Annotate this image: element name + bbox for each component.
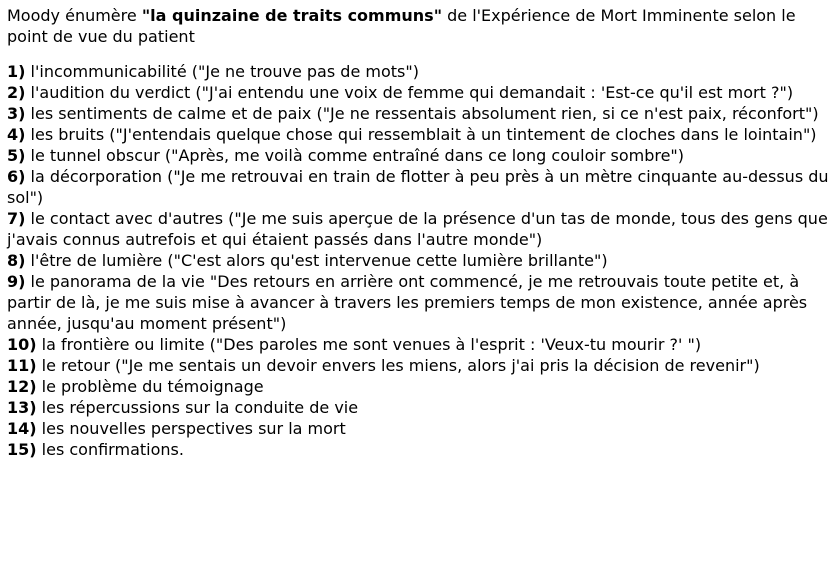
- item-number: 4): [7, 125, 26, 144]
- item-number: 1): [7, 62, 26, 81]
- item-number: 5): [7, 146, 26, 165]
- intro-emphasis: "la quinzaine de traits communs": [141, 6, 443, 25]
- item-text: le retour ("Je me sentais un devoir envers les miens, alors j'ai pris la décision de revenir"): [36, 356, 760, 375]
- item-number: 8): [7, 251, 26, 270]
- item-number: 13): [7, 398, 37, 417]
- list-item-5: [7, 145, 831, 166]
- item-number: 10): [7, 335, 37, 354]
- list-item-4: [7, 124, 831, 145]
- list-item-7: [7, 208, 831, 250]
- intro-paragraph: [7, 5, 831, 47]
- item-text: la frontière ou limite ("Des paroles me sont venues à l'esprit : 'Veux-tu mourir ?' "): [36, 335, 702, 354]
- item-text: l'audition du verdict ("J'ai entendu une voix de femme qui demandait : 'Est-ce qu'il est mort ?"): [25, 83, 794, 102]
- list-item-9: [7, 271, 831, 334]
- list-item-8: [7, 250, 831, 271]
- item-number: 6): [7, 167, 26, 186]
- item-text: le contact avec d'autres ("Je me suis aperçue de la présence d'un tas de monde, tous des gens que j'avais connus autrefois et qui étaient passés dans l'autre monde"): [7, 209, 828, 249]
- item-number: 11): [7, 356, 37, 375]
- list-item-11: [7, 355, 831, 376]
- item-text: les sentiments de calme et de paix ("Je ne ressentais absolument rien, si ce n'est paix, réconfort"): [25, 104, 819, 123]
- intro-text-after: de l'Expérience de Mort Imminente selon le point de vue du patient: [7, 6, 796, 46]
- intro-text-before: Moody énumère: [7, 6, 142, 25]
- item-text: l'être de lumière ("C'est alors qu'est intervenue cette lumière brillante"): [25, 251, 608, 270]
- item-number: 14): [7, 419, 37, 438]
- item-text: les confirmations.: [36, 440, 184, 459]
- list-item-14: [7, 418, 831, 439]
- list-item-6: [7, 166, 831, 208]
- item-number: 2): [7, 83, 26, 102]
- item-text: les bruits ("J'entendais quelque chose qui ressemblait à un tintement de cloches dans le lointain"): [25, 125, 817, 144]
- item-text: la décorporation ("Je me retrouvai en train de flotter à peu près à un mètre cinquante au-dessus du sol"): [7, 167, 829, 207]
- list-item-2: [7, 82, 831, 103]
- item-text: le tunnel obscur ("Après, me voilà comme entraîné dans ce long couloir sombre"): [25, 146, 685, 165]
- item-number: 3): [7, 104, 26, 123]
- list-item-15: [7, 439, 831, 460]
- item-text: le problème du témoignage: [36, 377, 264, 396]
- list-item-12: [7, 376, 831, 397]
- item-text: le panorama de la vie "Des retours en arrière ont commencé, je me retrouvais toute petite et, à partir de là, je me suis mise à avancer à travers les premiers temps de mon existence, année après année, jusqu'au moment présent"): [7, 272, 808, 333]
- item-text: l'incommunicabilité ("Je ne trouve pas de mots"): [25, 62, 419, 81]
- item-text: les nouvelles perspectives sur la mort: [36, 419, 346, 438]
- item-number: 15): [7, 440, 37, 459]
- item-number: 12): [7, 377, 37, 396]
- list-item-10: [7, 334, 831, 355]
- item-text: les répercussions sur la conduite de vie: [36, 398, 359, 417]
- item-number: 9): [7, 272, 26, 291]
- item-number: 7): [7, 209, 26, 228]
- list-item-1: [7, 61, 831, 82]
- list-item-3: [7, 103, 831, 124]
- list-item-13: [7, 397, 831, 418]
- traits-list: [7, 61, 831, 460]
